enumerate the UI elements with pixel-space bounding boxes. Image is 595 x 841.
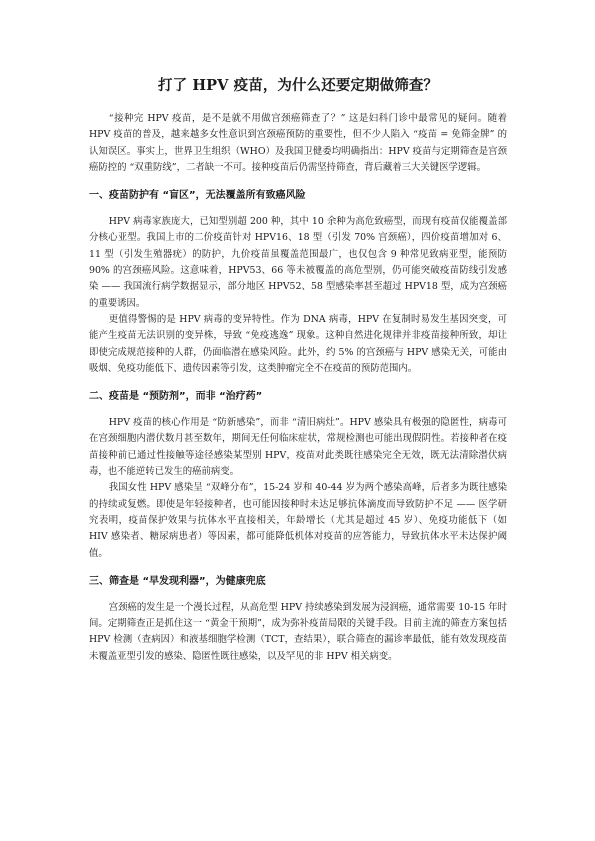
section-3-heading: 三、筛查是 “早发现利器”，为健康兜底 [89,575,266,587]
section-1-heading: 一、疫苗防护有 “盲区”，无法覆盖所有致癌风险 [89,190,306,202]
section-2-heading: 二、疫苗是 “预防剂”，而非 “治疗药” [89,391,263,403]
section-1-paragraph-1: HPV 病毒家族庞大，已知型别超 200 种，其中 10 余种为高危致癌型，而现有疫苗仅能覆盖部分核心亚型。我国上市的二价疫苗针对 HPV16、18 型（引发 70% 宫颈癌），四价疫苗增加对 6、11 型（引发生殖器疣）的防护，九价疫苗虽覆盖范围最广，也仅包含 9 种常见致病亚型，能预防 90% 的宫颈癌风险。这意味着，HPV53、66 等未被覆盖的高危型别，仍可能突破疫苗防线引发感染 —— 我国流行病学数据显示，部分地区 HPV52、58 型感染率甚至超过 HPV18 型，成为宫颈癌的重要诱因。 [89,216,507,309]
intro-paragraph: “接种完 HPV 疫苗，是不是就不用做宫颈癌筛查了？” 这是妇科门诊中最常见的疑问。随着 HPV 疫苗的普及，越来越多女性意识到宫颈癌预防的重要性，但不少人陷入 “疫苗 = 免筛金牌” 的认知误区。事实上，世界卫生组织（WHO）及我国卫健委均明确指出：HPV 疫苗与定期筛查是宫颈癌防控的 “双重防线”，二者缺一不可。接种疫苗后仍需坚持筛查，背后藏着三大关键医学逻辑。 [89,113,507,173]
page-title: 打了 HPV 疫苗，为什么还要定期做筛查？ [157,77,439,94]
section-2-paragraph-1: HPV 疫苗的核心作用是 “防新感染”，而非 “清旧病灶”。HPV 感染具有极强的隐匿性，病毒可在宫颈细胞内潜伏数月甚至数年，期间无任何临床症状，常规检测也可能出现假阴性。若接种者在疫苗接种前已通过性接触等途径感染某型别 HPV，疫苗对此类既往感染完全无效，既无法清除潜伏病毒，也不能逆转已发生的癌前病变。 [89,417,507,478]
section-1-paragraph-2: 更值得警惕的是 HPV 病毒的变异特性。作为 DNA 病毒，HPV 在复制时易发生基因突变，可能产生疫苗无法识别的变异株，导致 “免疫逃逸” 现象。这种自然进化规律并非疫苗接种所致，却让即使完成规范接种的人群，仍面临潜在感染风险。此外，约 5% 的宫颈癌与 HPV 感染无关，可能由吸烟、免疫功能低下、遗传因素等引发，这类肿瘤完全不在疫苗的预防范围内。 [89,313,507,374]
section-3-paragraph-1: 宫颈癌的发生是一个漫长过程，从高危型 HPV 持续感染到发展为浸润癌，通常需要 10-15 年时间。定期筛查正是抓住这一 “黄金干预期”，成为弥补疫苗局限的关键手段。目前主流的筛查方案包括 HPV 检测（查病因）和液基细胞学检测（TCT，查结果），联合筛查的漏诊率最低，能有效发现疫苗未覆盖亚型引发的感染、隐匿性既往感染，以及罕见的非 HPV 相关病变。 [89,601,507,662]
section-2-paragraph-2: 我国女性 HPV 感染呈 “双峰分布”，15-24 岁和 40-44 岁为两个感染高峰，后者多为既往感染的持续或复燃。即使是年轻接种者，也可能因接种时未达足够抗体滴度而导致防护不足 —— 医学研究表明，疫苗保护效果与抗体水平直接相关，年龄增长（尤其是超过 45 岁）、免疫功能低下（如 HIV 感染者、糖尿病患者）等因素，都可能降低机体对疫苗的应答能力，导致抗体水平未达保护阈值。 [89,482,507,559]
